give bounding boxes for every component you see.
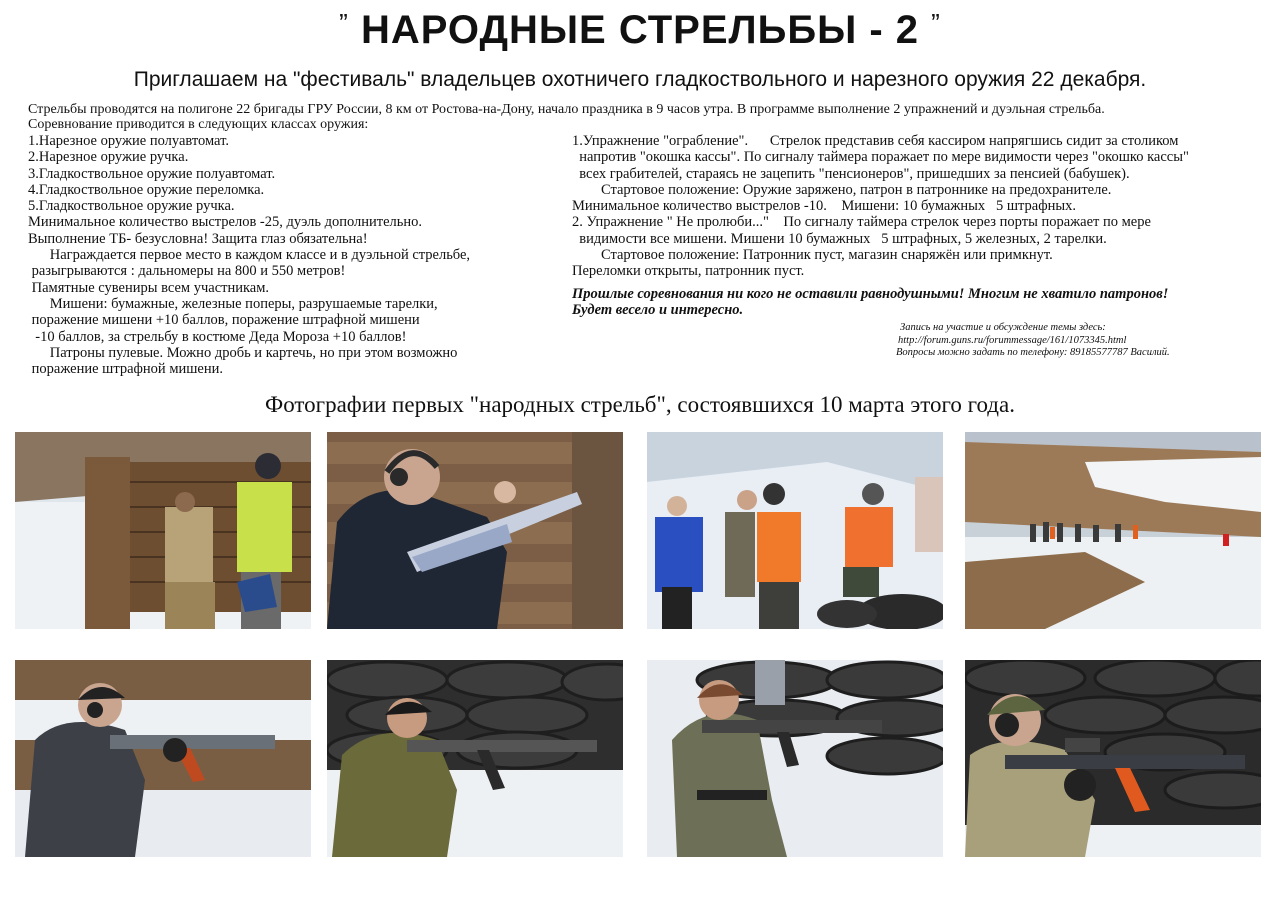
intro-text (28, 102, 1268, 132)
weapon-class-item: 4.Гладкоствольное оружие переломка. (28, 181, 265, 198)
rules-line: Минимальное количество выстрелов -25, дуэль дополнительно. (28, 214, 423, 231)
photo-8 (965, 660, 1261, 857)
closing-line: Прошлые соревнования ни кого не оставили равнодушными! Многим не хватило патронов! (572, 285, 1169, 302)
photo-5 (15, 660, 311, 857)
photo-2 (327, 432, 623, 629)
title-quote-open: ” (339, 8, 349, 38)
weapon-class-item: 1.Нарезное оружие полуавтомат. (28, 133, 229, 149)
exercise-line: Стартовое положение: Патронник пуст, магазин снаряжён или примкнут. (572, 247, 1053, 264)
contact-info (896, 322, 1170, 360)
rules-line: Выполнение ТБ- безусловна! Защита глаз обязательна! (28, 230, 368, 247)
exercise-line: 1.Упражнение "ограбление". Стрелок представив себя кассиром напрягшись сидит за столиком (572, 133, 1179, 149)
awards-line: разыгрываются : дальномеры на 800 и 550 метров! (28, 263, 346, 280)
title-quote-close: ” (931, 8, 941, 38)
photos-heading: Фотографии первых "народных стрельб", состоявшихся 10 марта этого года. (265, 392, 1015, 417)
exercise-line: всех грабителей, стараясь не зацепить "пенсионеров", пришедших за пенсией (бабушек). (572, 165, 1130, 182)
targets-line: Мишени: бумажные, железные поперы, разрушаемые тарелки, (28, 295, 438, 312)
targets-line: -10 баллов, за стрельбу в костюме Деда Мороза +10 баллов! (28, 328, 407, 345)
title-text: НАРОДНЫЕ СТРЕЛЬБЫ - 2 (360, 8, 920, 52)
phone-line: Вопросы можно задать по телефону: 89185577787 Василий. (896, 347, 1170, 358)
photo-4 (965, 432, 1261, 629)
awards-line: Памятные сувениры всем участникам. (28, 279, 270, 296)
ammo-line: поражение штрафной мишени. (28, 361, 223, 378)
photo-6 (327, 660, 623, 857)
closing-line: Будет весело и интересно. (572, 301, 744, 318)
exercise-line: видимости все мишени. Мишени 10 бумажных 5 штрафных, 5 железных, 2 тарелки. (572, 230, 1107, 247)
exercises-column (572, 133, 1262, 318)
exercise-line: Стартовое положение: Оружие заряжено, патрон в патроннике на предохранителе. (572, 181, 1112, 198)
photo-7 (647, 660, 943, 857)
weapon-class-item: 2.Нарезное оружие ручка. (28, 149, 189, 166)
weapon-class-item: 3.Гладкоствольное оружие полуавтомат. (28, 165, 276, 182)
exercise-line: Минимальное количество выстрелов -10. Мишени: 10 бумажных 5 штрафных. (572, 198, 1076, 215)
photo-3 (647, 432, 943, 629)
poster-title (0, 8, 1280, 53)
photo-1 (15, 432, 311, 629)
invitation-line: Приглашаем на "фестиваль" владельцев охотничего гладкоствольного и нарезного оружия 22 декабря. (133, 68, 1147, 91)
awards-line: Награждается первое место в каждом классе и в дуэльной стрельбе, (28, 247, 471, 264)
ammo-line: Патроны пулевые. Можно дробь и картечь, но при этом возможно (28, 344, 458, 361)
rules-column (28, 133, 558, 377)
targets-line: поражение мишени +10 баллов, поражение штрафной мишени (28, 312, 420, 329)
exercise-line: напротив "окошка кассы". По сигналу таймера поражает по мере видимости через "окошко кассы" (572, 149, 1189, 166)
intro-line: Соревнование приводится в следующих классах оружия: (28, 117, 369, 132)
exercise-line: Переломки открыты, патронник пуст. (572, 263, 805, 280)
intro-line: Стрельбы проводятся на полигоне 22 бригады ГРУ России, 8 км от Ростова-на-Дону, начало праздника в 9 часов утра. В программе выполнение 2 упражнений и дуэльная стрельба. (28, 102, 1105, 117)
contact-line: Запись на участие и обсуждение темы здесь: (900, 322, 1106, 333)
weapon-class-item: 5.Гладкоствольное оружие ручка. (28, 198, 235, 215)
exercise-line: 2. Упражнение " Не пролюби..." По сигналу таймера стрелок через порты поражает по мере (572, 214, 1151, 231)
forum-link[interactable]: http://forum.guns.ru/forummessage/161/1073345.html (898, 334, 1127, 346)
